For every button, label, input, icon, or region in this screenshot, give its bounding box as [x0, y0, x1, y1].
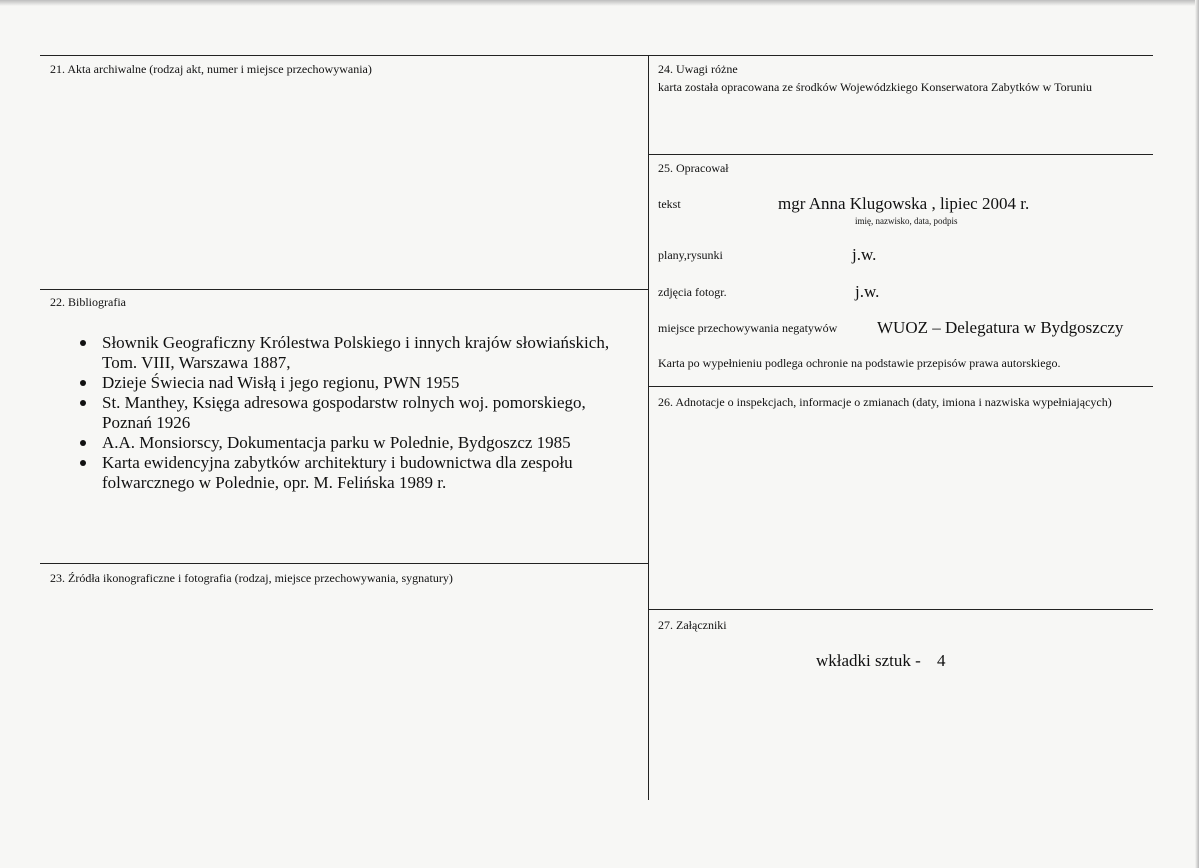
signature-caption: imię, nazwisko, data, podpis [855, 216, 958, 226]
section-26-heading: 26. Adnotacje o inspekcjach, informacje o zmianach (daty, imiona i nazwiska wypełniających) [658, 395, 1112, 409]
section-22-heading: 22. Bibliografia [50, 295, 126, 309]
bibliography-line: A.A. Monsiorscy, Dokumentacja parku w Polednie, Bydgoszcz 1985 [102, 433, 571, 452]
tekst-label: tekst [658, 197, 681, 211]
zdjecia-value: j.w. [855, 282, 880, 301]
bibliography-line: Tom. VIII, Warszawa 1887, [102, 353, 291, 372]
bullet-icon [80, 400, 86, 406]
scan-edge-right [1195, 0, 1199, 868]
scan-edge-top [0, 0, 1199, 6]
inserts-count: 4 [937, 651, 946, 670]
rule-s27 [649, 609, 1153, 610]
bibliography-line: folwarcznego w Polednie, opr. M. Felińska 1989 r. [102, 473, 447, 492]
bibliography-item [80, 373, 640, 393]
negatives-value: WUOZ – Delegatura w Bydgoszczy [877, 318, 1124, 337]
negatives-label: miejsce przechowywania negatywów [658, 321, 838, 335]
bullet-icon [80, 460, 86, 466]
section-24-text: karta została opracowana ze środków Wojewódzkiego Konserwatora Zabytków w Toruniu [658, 80, 1092, 94]
bibliography-line: Słownik Geograficzny Królestwa Polskiego i innych krajów słowiańskich, [102, 333, 610, 352]
plany-value: j.w. [852, 245, 877, 264]
zdjecia-label: zdjęcia fotogr. [658, 285, 727, 299]
section-23-heading: 23. Źródła ikonograficzne i fotografia (rodzaj, miejsce przechowywania, sygnatury) [50, 571, 453, 585]
bibliography-line: Poznań 1926 [102, 413, 191, 432]
section-27-heading: 27. Załączniki [658, 618, 727, 632]
inserts-label: wkładki sztuk - [816, 651, 921, 670]
plany-label: plany,rysunki [658, 248, 723, 262]
bibliography-line: St. Manthey, Księga adresowa gospodarstw rolnych woj. pomorskiego, [102, 393, 586, 412]
bibliography-item [80, 393, 640, 433]
section-25-heading: 25. Opracował [658, 161, 729, 175]
top-rule [40, 55, 1153, 56]
rule-s23 [40, 563, 648, 564]
bibliography-item [80, 453, 640, 493]
bibliography-line: Karta ewidencyjna zabytków architektury i budownictwa dla zespołu [102, 453, 573, 472]
section-21-heading: 21. Akta archiwalne (rodzaj akt, numer i miejsce przechowywania) [50, 62, 372, 76]
rule-s22 [40, 289, 648, 290]
rule-s26 [649, 386, 1153, 387]
bibliography-item [80, 433, 640, 453]
bibliography-list [80, 333, 640, 493]
tekst-value: mgr Anna Klugowska , lipiec 2004 r. [778, 194, 1030, 213]
bullet-icon [80, 340, 86, 346]
rule-s25 [649, 154, 1153, 155]
section-24-heading: 24. Uwagi różne [658, 62, 738, 76]
copyright-note: Karta po wypełnieniu podlega ochronie na podstawie przepisów prawa autorskiego. [658, 356, 1061, 370]
bullet-icon [80, 440, 86, 446]
bibliography-item [80, 333, 640, 373]
bullet-icon [80, 380, 86, 386]
bibliography-line: Dzieje Świecia nad Wisłą i jego regionu, PWN 1955 [102, 373, 460, 392]
column-divider [648, 55, 649, 800]
